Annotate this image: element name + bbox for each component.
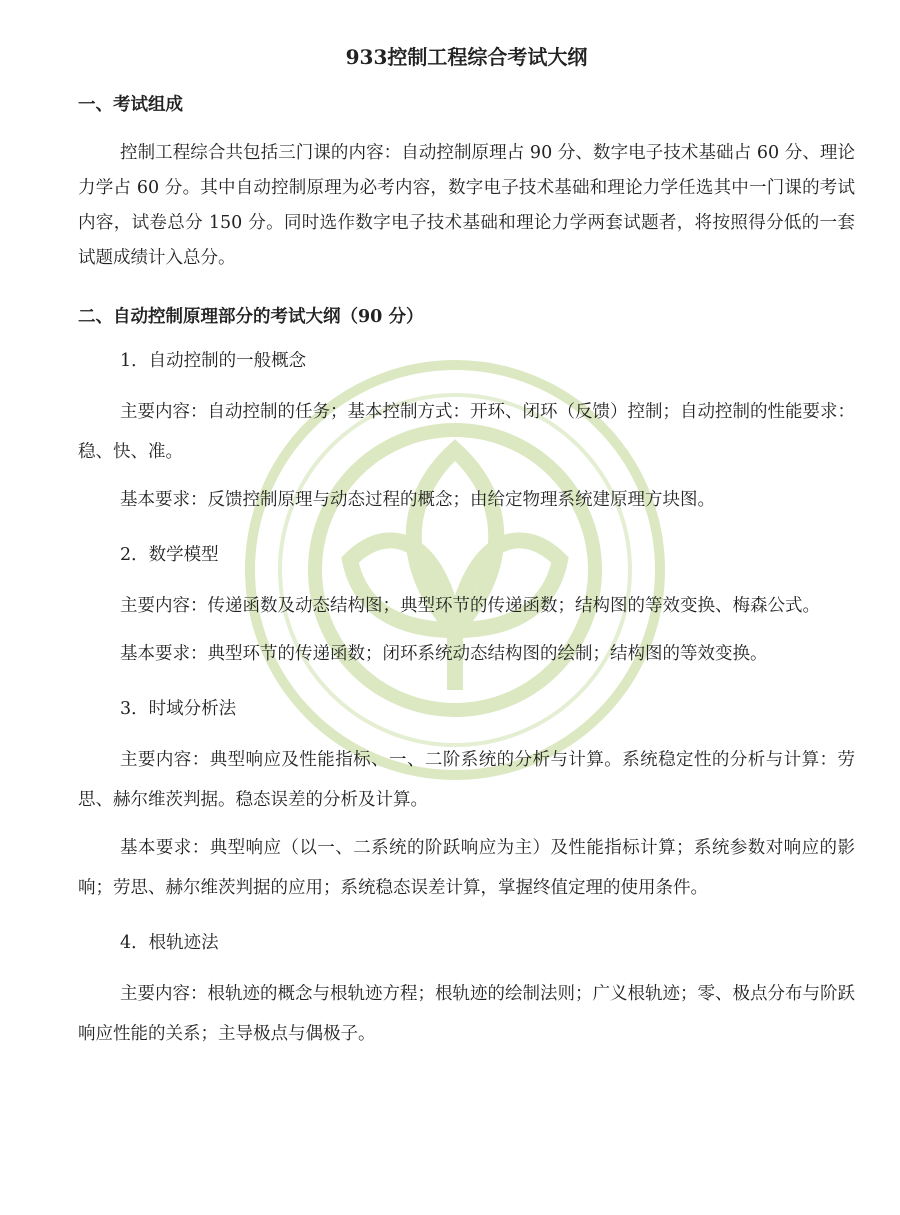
paragraph-main: 主要内容：典型响应及性能指标、一、二阶系统的分析与计算。系统稳定性的分析与计算：劳思、赫尔维茨判据。稳态误差的分析及计算。 (78, 750, 855, 810)
paragraph-basic: 基本要求：典型环节的传递函数；闭环系统动态结构图的绘制；结构图的等效变换。 (120, 644, 768, 664)
document-title: 933控制工程综合考试大纲 (345, 45, 588, 69)
paragraph-main: 主要内容：传递函数及动态结构图；典型环节的传递函数；结构图的等效变换、梅森公式。 (120, 596, 820, 616)
item-title: 1．自动控制的一般概念 (120, 351, 307, 371)
item-title: 3．时域分析法 (120, 699, 237, 719)
section-heading: 二、自动控制原理部分的考试大纲（90 分） (78, 307, 424, 327)
paragraph-main: 主要内容：根轨迹的概念与根轨迹方程；根轨迹的绘制法则；广义根轨迹；零、极点分布与阶跃响应性能的关系；主导极点与偶极子。 (78, 984, 855, 1044)
paragraph-basic: 基本要求：反馈控制原理与动态过程的概念；由给定物理系统建原理方块图。 (120, 490, 715, 510)
paragraph-main: 主要内容：自动控制的任务；基本控制方式：开环、闭环（反馈）控制；自动控制的性能要求：稳、快、准。 (78, 402, 855, 462)
paragraph: 控制工程综合共包括三门课的内容：自动控制原理占 90 分、数字电子技术基础占 60 分、理论力学占 60 分。其中自动控制原理为必考内容，数字电子技术基础和理论力学任选其中一门课的考试内容，试卷总分 150 分。同时选作数字电子技术基础和理论力学两套试题者，将按照得分低的一套试题成绩计入总分。 (78, 143, 855, 268)
section-heading: 一、考试组成 (78, 95, 183, 115)
item-title: 2．数学模型 (120, 545, 219, 565)
item-title: 4．根轨迹法 (120, 933, 219, 953)
paragraph-basic: 基本要求：典型响应（以一、二系统的阶跃响应为主）及性能指标计算；系统参数对响应的影响；劳思、赫尔维茨判据的应用；系统稳态误差计算，掌握终值定理的使用条件。 (78, 838, 855, 898)
